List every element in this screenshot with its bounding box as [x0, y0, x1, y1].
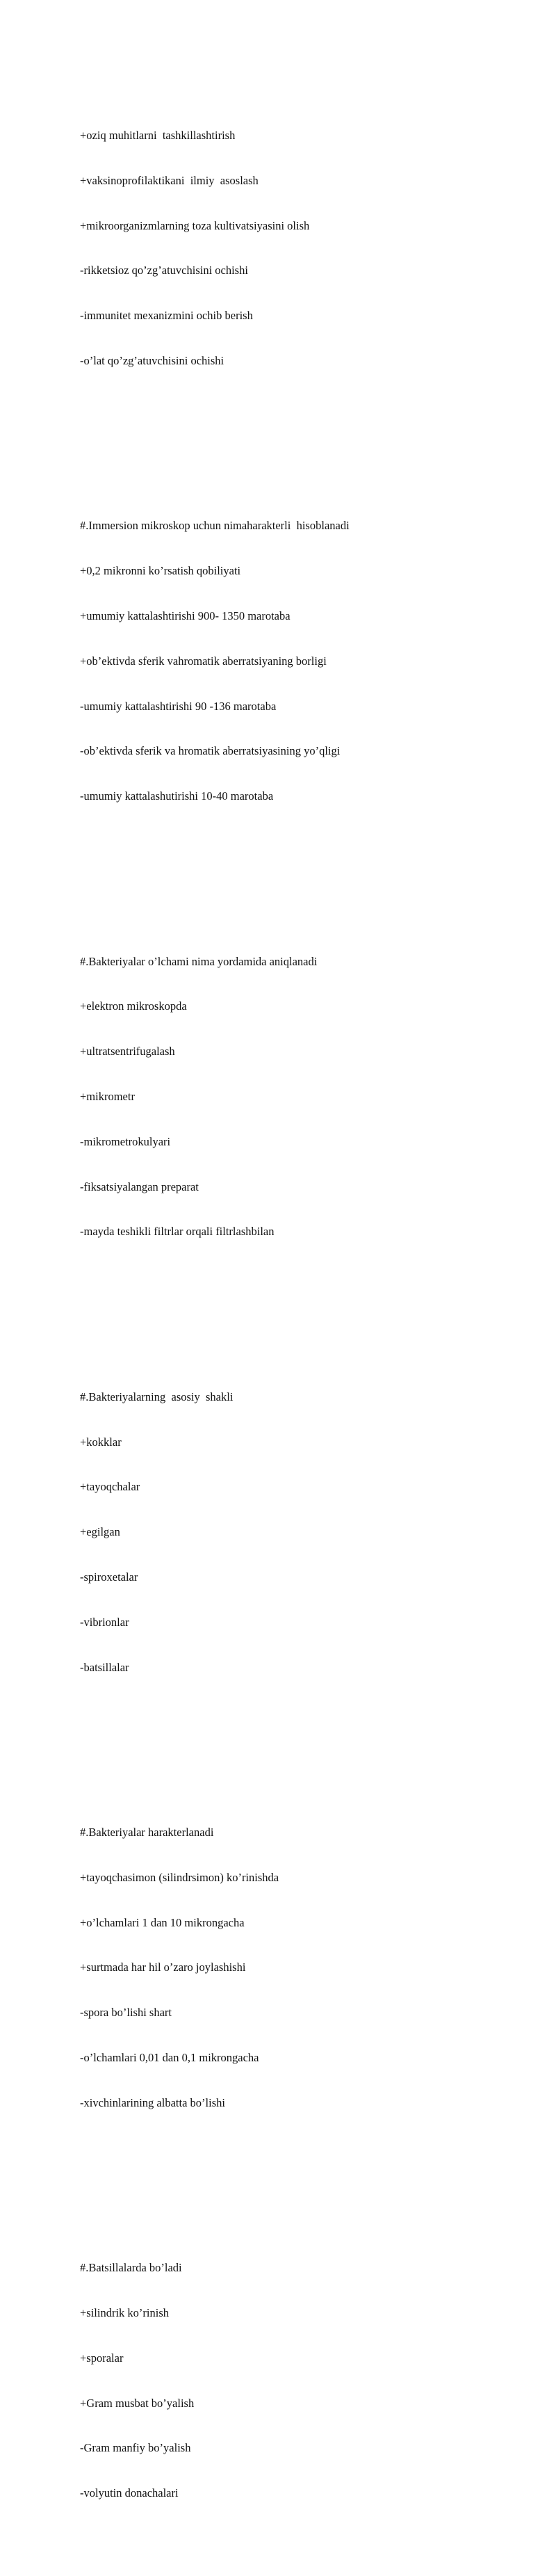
block-spacer [80, 1735, 525, 1750]
answer-line: -volyutin donachalari [80, 2486, 179, 2500]
question-line: #.Bakteriyalarning asosiy shakli [80, 1390, 234, 1403]
answer-line: +silindrik ko’rinish [80, 2306, 170, 2320]
answer-line: -o’lat qo’zg’atuvchisini ochishi [80, 353, 224, 367]
question-block [80, 2230, 525, 2531]
answer-line: +ultratsentrifugalash [80, 1045, 175, 1058]
answer-line: -o’lchamlari 0,01 dan 0,1 mikrongacha [80, 2050, 259, 2064]
answer-line: +sporalar [80, 2351, 124, 2365]
question-block [80, 98, 525, 399]
answer-line: -mikrometrokulyari [80, 1134, 171, 1148]
answer-line: -ob’ektivda sferik va hromatik aberratsiyasining yo’qligi [80, 744, 341, 758]
answer-line: -rikketsioz qo’zg’atuvchisini ochishi [80, 264, 248, 277]
answer-line: -spiroxetalar [80, 1570, 138, 1584]
answer-line: +oziq muhitlarni tashkillashtirish [80, 128, 236, 142]
answer-line: +ob’ektivda sferik vahromatik aberratsiyaning borligi [80, 654, 327, 668]
answer-line: -mayda teshikli filtrlar orqali filtrlashbilan [80, 1225, 275, 1239]
document-text [80, 53, 525, 2576]
answer-line: +surtmada har hil o’zaro joylashishi [80, 1961, 246, 1974]
answer-line: -Gram manfiy bo’yalish [80, 2441, 191, 2455]
answer-line: -xivchinlarining albatta bo’lishi [80, 2095, 225, 2109]
answer-line: +tayoqchalar [80, 1480, 140, 1494]
answer-line: -umumiy kattalashtirishi 90 -136 marotaba [80, 699, 277, 713]
answer-line: +umumiy kattalashtirishi 900- 1350 marotaba [80, 609, 291, 622]
question-block [80, 488, 525, 834]
question-block [80, 924, 525, 1269]
answer-line: +Gram musbat bo’yalish [80, 2396, 195, 2410]
answer-line: +0,2 mikronni ko’rsatish qobiliyati [80, 564, 241, 578]
question-block [80, 1795, 525, 2141]
answer-line: +mikroorganizmlarning toza kultivatsiyasini olish [80, 218, 310, 232]
question-block [80, 1360, 525, 1705]
question-line: #.Bakteriyalar o’lchami nima yordamida aniqlanadi [80, 954, 318, 968]
answer-line: -batsillalar [80, 1660, 129, 1674]
answer-line: +tayoqchasimon (silindrsimon) ko’rinishda [80, 1870, 279, 1884]
answer-line: -umumiy kattalashutirishi 10-40 marotaba [80, 789, 274, 803]
answer-line: -fiksatsiyalangan preparat [80, 1180, 199, 1193]
block-spacer [80, 2171, 525, 2186]
answer-line: +mikrometr [80, 1089, 135, 1103]
block-spacer [80, 428, 525, 444]
answer-line: -vibrionlar [80, 1615, 129, 1629]
question-line: #.Immersion mikroskop uchun nimaharakterli hisoblanadi [80, 519, 350, 533]
block-spacer [80, 864, 525, 879]
answer-line: -immunitet mexanizmini ochib berish [80, 309, 253, 323]
question-line: #.Bakteriyalar harakterlanadi [80, 1826, 214, 1840]
answer-line: +egilgan [80, 1525, 120, 1539]
answer-line: +vaksinoprofilaktikani ilmiy asoslash [80, 173, 259, 187]
answer-line: +elektron mikroskopda [80, 999, 187, 1013]
answer-line: -spora bo’lishi shart [80, 2006, 172, 2020]
answer-line: +o’lchamlari 1 dan 10 mikrongacha [80, 1915, 245, 1929]
block-spacer [80, 1299, 525, 1314]
answer-line: +kokklar [80, 1435, 122, 1449]
question-line: #.Batsillalarda bo’ladi [80, 2261, 182, 2275]
